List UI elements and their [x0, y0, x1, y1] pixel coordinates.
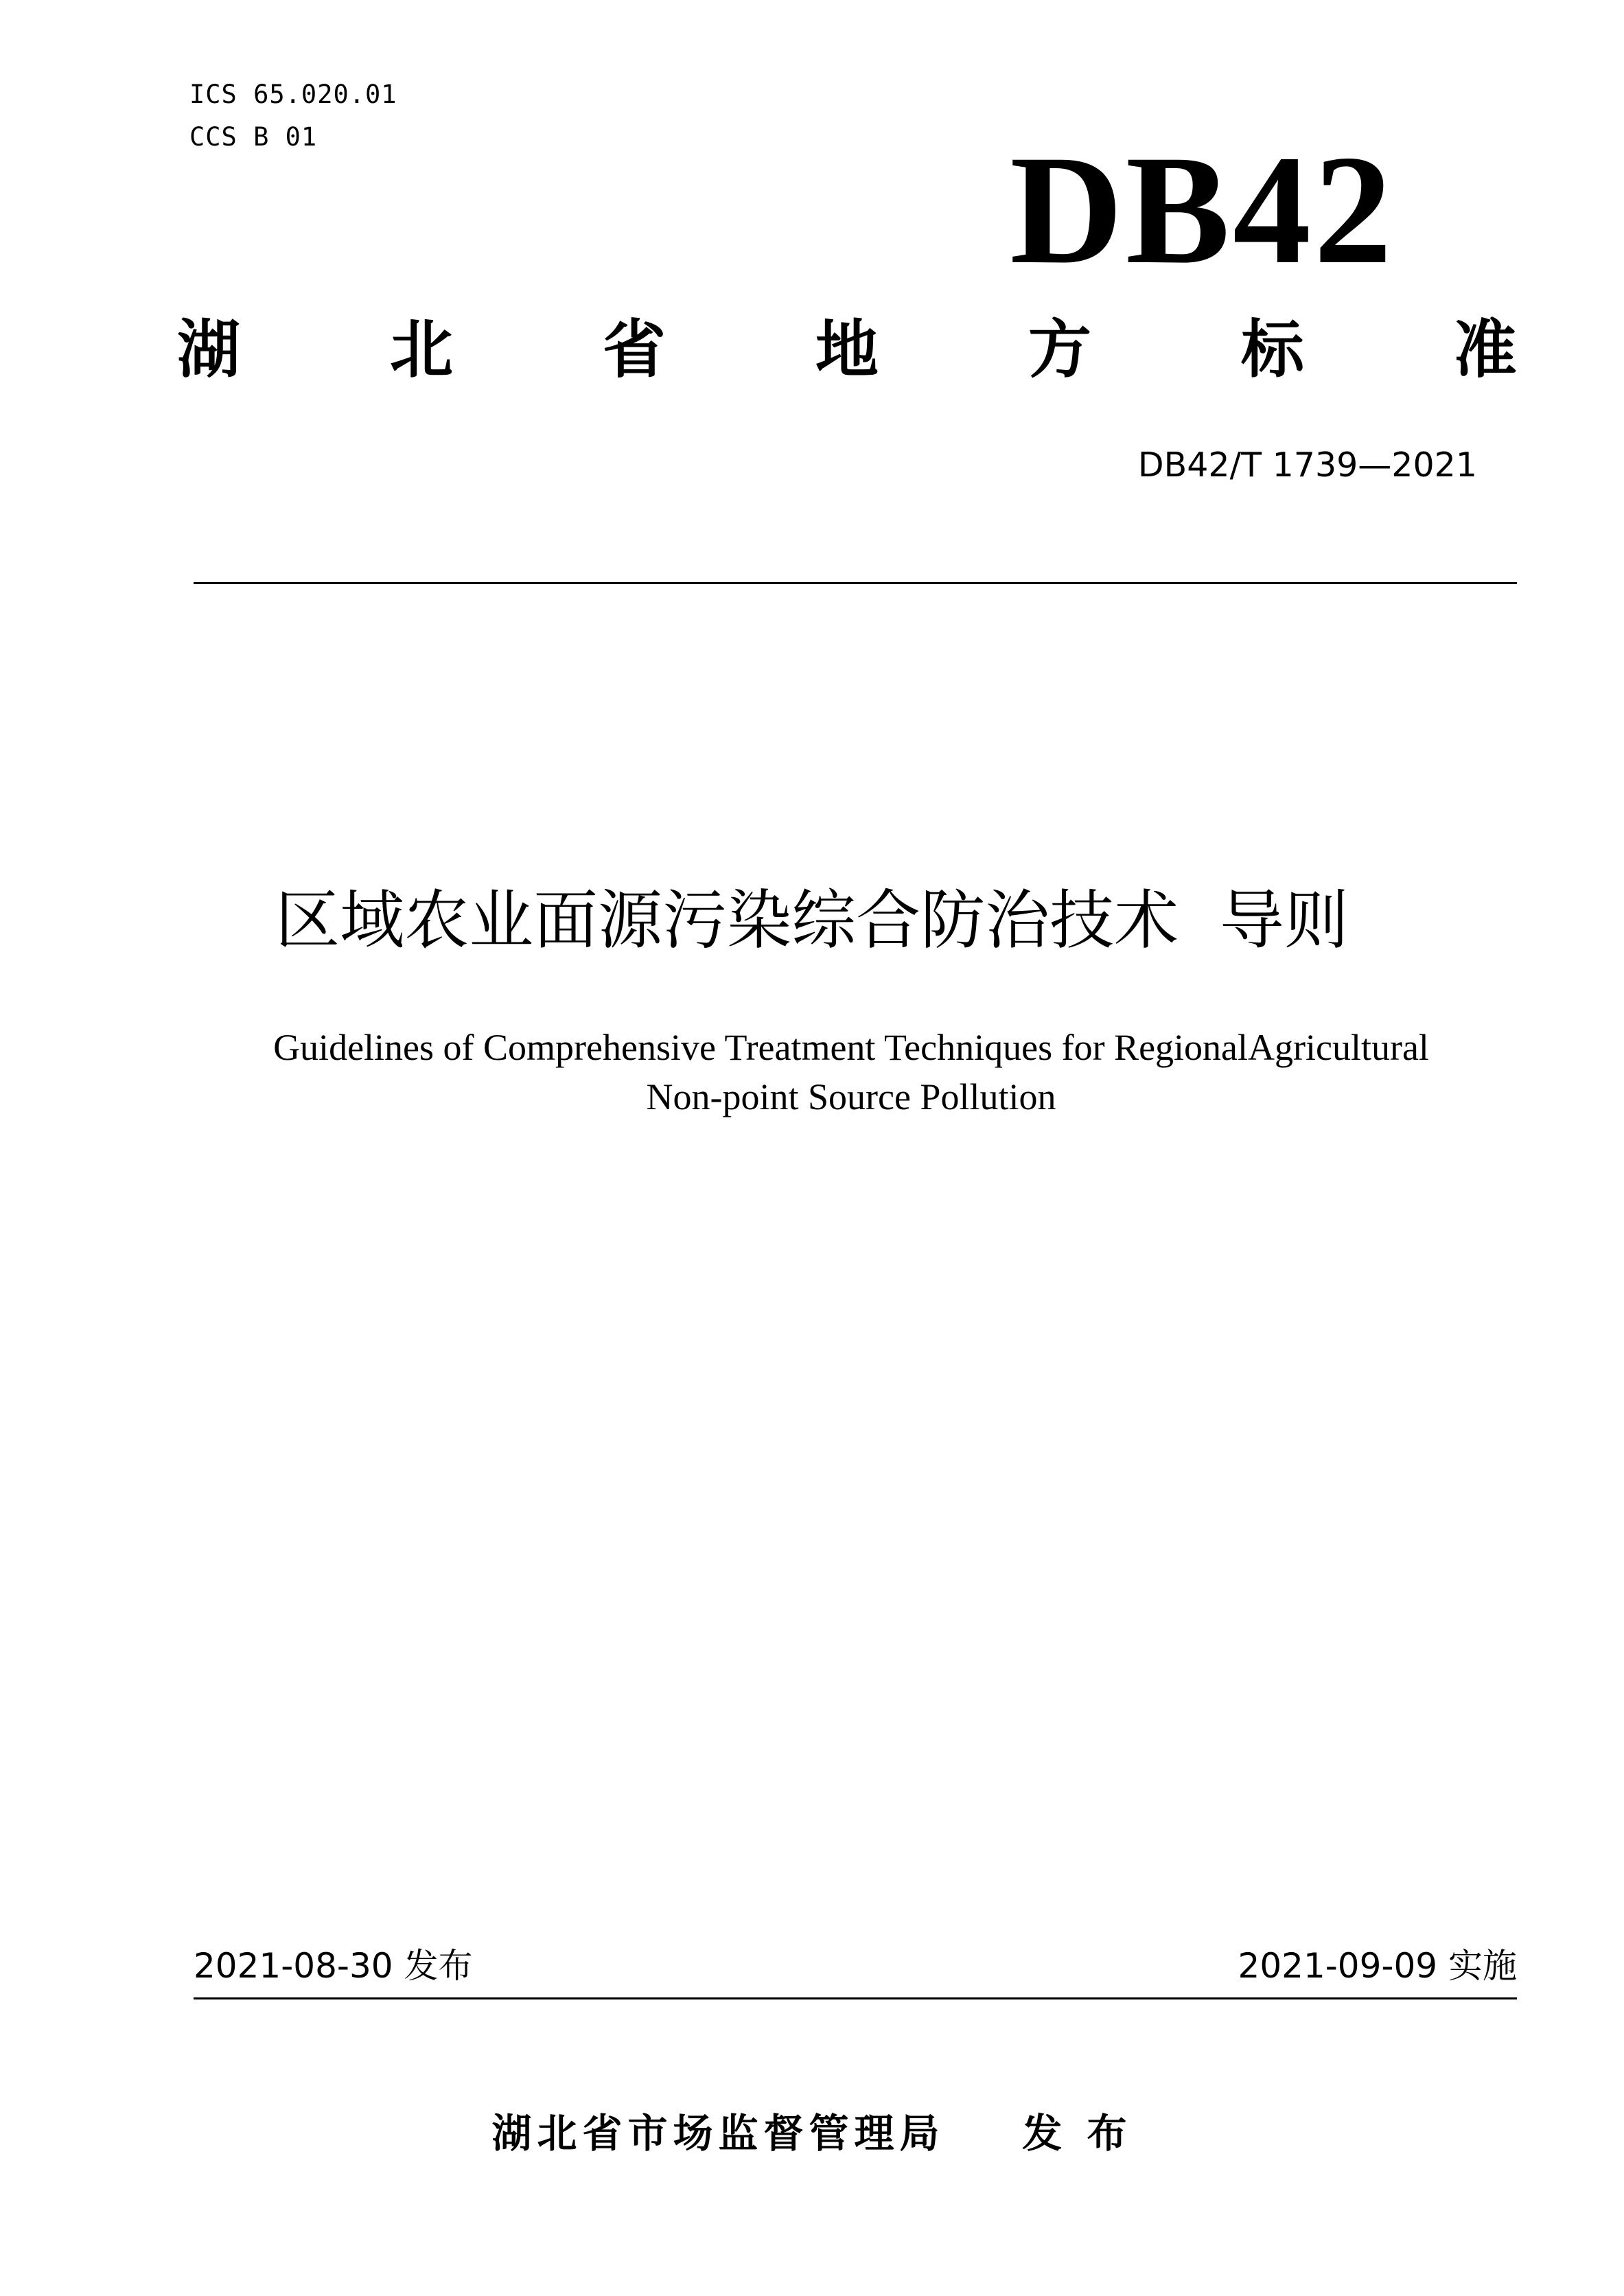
title-chinese: 区域农业面源污染综合防治技术 导则: [275, 883, 1349, 958]
issue-date: 2021-08-30 发布: [194, 1946, 473, 1986]
top-divider: [194, 582, 1517, 584]
standard-number: DB42/T 1739—2021: [1137, 445, 1477, 485]
bottom-divider: [194, 1997, 1517, 1999]
ics-code: ICS 65.020.01: [189, 80, 397, 109]
publisher: 湖北省市场监督管理局 发 布: [491, 2110, 1133, 2157]
standard-type-char: 湖: [177, 313, 241, 386]
standard-type-char: 北: [389, 313, 453, 386]
title-english-line: Non-point Source Pollution: [646, 1076, 1056, 1117]
ccs-code: CCS B 01: [189, 122, 318, 152]
standard-type-char: 方: [1028, 313, 1091, 386]
title-english-line: Guidelines of Comprehensive Treatment Techniques for RegionalAgricultural: [273, 1027, 1429, 1068]
standard-mark: DB42: [1010, 124, 1395, 297]
standard-type: [177, 312, 1517, 388]
standard-type-char: 准: [1453, 313, 1517, 386]
standard-type-char: 地: [815, 313, 879, 386]
standard-type-char: 省: [602, 313, 666, 386]
standard-type-char: 标: [1240, 313, 1304, 386]
implementation-date: 2021-09-09 实施: [1238, 1946, 1517, 1986]
title-english: [206, 1023, 1496, 1122]
